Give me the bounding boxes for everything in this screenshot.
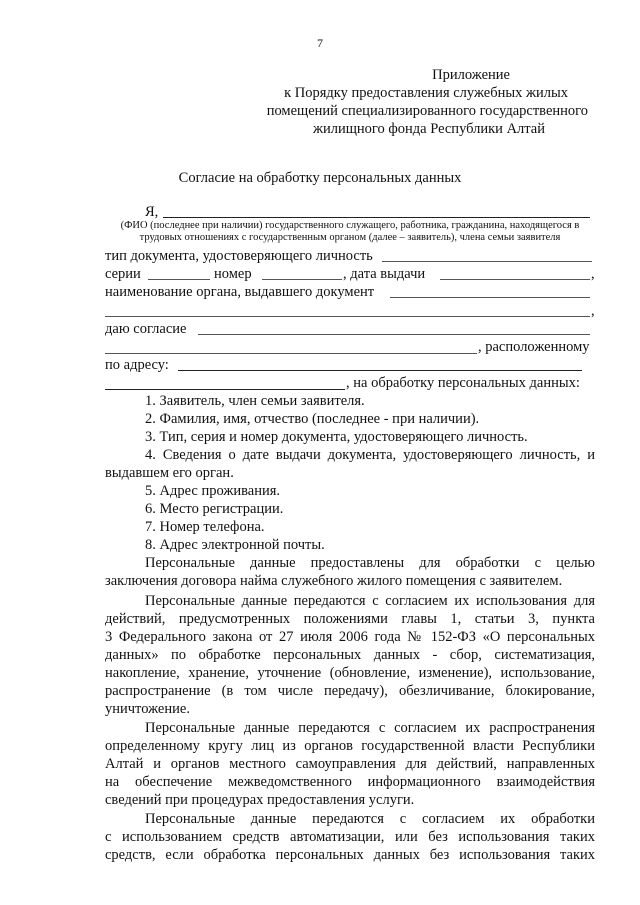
- appendix-line-1: к Порядку предоставления служебных жилых: [284, 85, 568, 101]
- list-item: выдавшем его орган.: [105, 465, 234, 481]
- paragraph-line: Алтай и органов местного самоуправления для действий, направленных: [105, 756, 595, 772]
- list-item: 6. Место регистрации.: [145, 501, 284, 517]
- paragraph-line: накопление, хранение, уточнение (обновление, изменение), использование,: [105, 665, 595, 681]
- comma: ,: [591, 266, 595, 282]
- number-label: номер: [214, 266, 252, 282]
- paragraph-line: определенному кругу лиц из органов государственной власти Республики: [105, 738, 595, 754]
- list-item: 1. Заявитель, член семьи заявителя.: [145, 393, 365, 409]
- series-field-line[interactable]: [148, 279, 210, 280]
- list-item: 8. Адрес электронной почты.: [145, 537, 325, 553]
- list-item: 3. Тип, серия и номер документа, удостоверяющего личность.: [145, 429, 528, 445]
- paragraph-line: сведений при процедурах предоставления услуги.: [105, 792, 415, 808]
- doc-type-field-line[interactable]: [382, 261, 592, 262]
- consent-field-line[interactable]: [198, 334, 590, 335]
- processing-label: , на обработку персональных данных:: [346, 375, 580, 391]
- issue-date-field-line[interactable]: [440, 279, 590, 280]
- doc-type-label: тип документа, удостоверяющего личность: [105, 248, 373, 264]
- paragraph-line: 3 Федерального закона от 27 июля 2006 года № 152-ФЗ «О персональных: [105, 629, 595, 645]
- issuer-field-line[interactable]: [390, 297, 590, 298]
- i-label: Я,: [145, 204, 159, 220]
- paragraph-line: действий, предусмотренных положениями главы 1, статьи 3, пункта: [105, 611, 595, 627]
- paragraph-line: на обеспечение межведомственного информационного взаимодействия: [105, 774, 595, 790]
- appendix-line-2: помещений специализированного государственного: [266, 103, 588, 119]
- consent-field-line-2[interactable]: [105, 353, 477, 354]
- paragraph-line: Персональные данные передаются с согласием их использования для: [145, 593, 595, 609]
- list-item: 5. Адрес проживания.: [145, 483, 281, 499]
- paragraph-line: Персональные данные предоставлены для обработки с целью: [145, 555, 595, 571]
- paragraph-line: данных» по обработке персональных данных - сбор, систематизация,: [105, 647, 595, 663]
- paragraph-line: заключения договора найма служебного жилого помещения с заявителем.: [105, 573, 563, 589]
- fio-note-line-2: трудовых отношениях с государственным органом (далее – заявитель), члена семьи заявителя: [139, 232, 561, 243]
- located-label: , расположенному: [478, 339, 590, 355]
- list-item: 7. Номер телефона.: [145, 519, 265, 535]
- document-title: Согласие на обработку персональных данных: [178, 170, 462, 186]
- series-label: серии: [105, 266, 141, 282]
- issuer-field-line-2[interactable]: [105, 316, 590, 317]
- paragraph-line: уничтожение.: [105, 701, 190, 717]
- comma-2: ,: [591, 303, 595, 319]
- number-field-line[interactable]: [262, 279, 342, 280]
- paragraph-line: Персональные данные передаются с согласием их распространения: [145, 720, 595, 736]
- paragraph-line: с использованием средств автоматизации, или без использования таких: [105, 829, 595, 845]
- fio-note-line-1: (ФИО (последнее при наличии) государственного служащего, работника, гражданина, находящегося в: [120, 220, 580, 231]
- address-field-line-2[interactable]: [105, 389, 345, 390]
- paragraph-line: Персональные данные передаются с согласием их обработки: [145, 811, 595, 827]
- list-item: 2. Фамилия, имя, отчество (последнее - при наличии).: [145, 411, 480, 427]
- list-item: 4. Сведения о дате выдачи документа, удостоверяющего личность, и: [145, 447, 595, 463]
- paragraph-line: средств, если обработка персональных данных без использования таких: [105, 847, 595, 863]
- issuer-label: наименование органа, выдавшего документ: [105, 284, 375, 300]
- paragraph-line: распространение (в том числе передачу), обезличивание, блокирование,: [105, 683, 595, 699]
- consent-label: даю согласие: [105, 321, 187, 337]
- address-label: по адресу:: [105, 357, 169, 373]
- page-number: 7: [317, 36, 323, 50]
- fio-field-line[interactable]: [163, 217, 590, 218]
- issue-date-label: , дата выдачи: [343, 266, 426, 282]
- address-field-line[interactable]: [178, 370, 582, 371]
- appendix-line-3: жилищного фонда Республики Алтай: [312, 121, 545, 137]
- appendix-heading: Приложение: [432, 67, 510, 83]
